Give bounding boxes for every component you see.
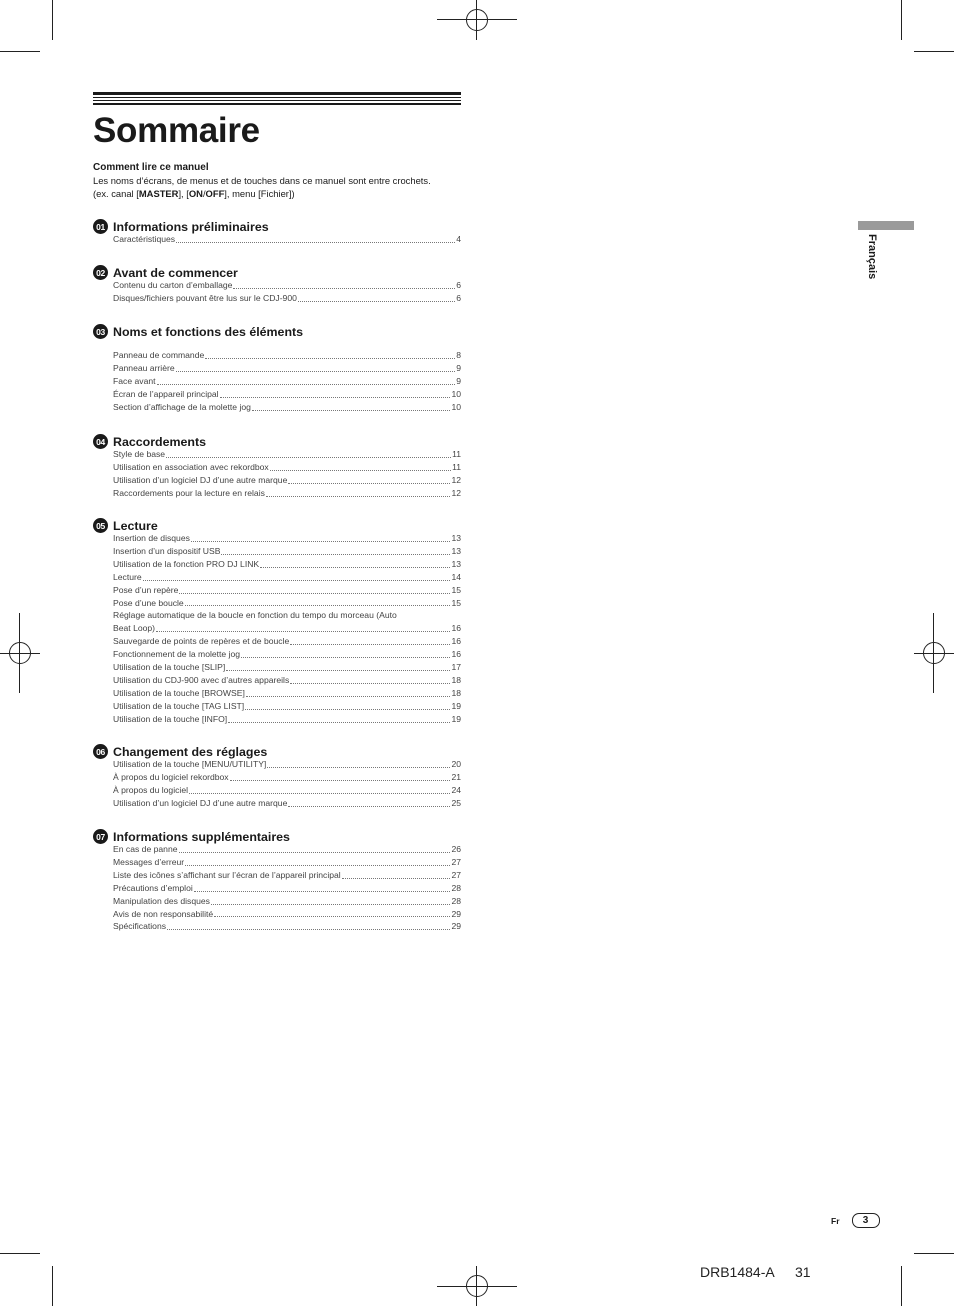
toc-entry-label: Utilisation de la touche [BROWSE] bbox=[113, 687, 245, 698]
toc-entry[interactable] bbox=[113, 571, 461, 584]
toc-entry-label: Insertion de disques bbox=[113, 533, 190, 543]
toc-entry-label: Pose d’une boucle bbox=[113, 597, 184, 608]
toc-entry[interactable] bbox=[113, 375, 461, 388]
toc-entry[interactable] bbox=[113, 597, 461, 610]
toc-entry-page: 29 bbox=[451, 921, 461, 932]
doc-id: DRB1484-A bbox=[700, 1264, 775, 1280]
dot-leader bbox=[226, 670, 450, 671]
toc-entry[interactable] bbox=[113, 648, 461, 661]
toc-entry[interactable] bbox=[113, 584, 461, 597]
dot-leader bbox=[266, 496, 451, 497]
dot-leader bbox=[194, 891, 451, 892]
toc-entry-page: 21 bbox=[451, 771, 461, 782]
section-number-badge: 03 bbox=[93, 324, 108, 339]
toc-entry-page: 13 bbox=[451, 558, 461, 569]
toc-entry-label: Utilisation de la touche [MENU/UTILITY] bbox=[113, 759, 267, 769]
section-number-badge: 07 bbox=[93, 829, 108, 844]
toc-entry-label: Lecture bbox=[113, 571, 142, 582]
toc-entry-label: Utilisation en association avec rekordbox bbox=[113, 461, 269, 472]
section-title: Informations préliminaires bbox=[113, 219, 269, 234]
toc-entry-wrapped-line: Réglage automatique de la boucle en fonction du tempo du morceau (Auto bbox=[113, 610, 397, 621]
toc-entry-label: Pose d’un repère bbox=[113, 584, 179, 595]
dot-leader bbox=[252, 410, 451, 411]
toc-entry[interactable] bbox=[113, 661, 461, 674]
toc-entry-label: Fonctionnement de la molette jog bbox=[113, 649, 241, 660]
dot-leader bbox=[179, 852, 451, 853]
dot-leader bbox=[290, 683, 450, 684]
toc-section-05 bbox=[93, 517, 461, 726]
toc-entry-page: 16 bbox=[451, 623, 461, 634]
section-title: Noms et fonctions des éléments bbox=[113, 324, 304, 339]
language-tab-bar bbox=[858, 221, 914, 230]
section-title: Changement des réglages bbox=[113, 744, 268, 759]
toc-entry-page: 9 bbox=[456, 362, 461, 373]
toc-entry-page: 16 bbox=[451, 649, 461, 660]
dot-leader bbox=[221, 554, 450, 555]
toc-entry-label: Utilisation de la fonction PRO DJ LINK bbox=[113, 558, 260, 569]
toc-section-07 bbox=[93, 828, 461, 933]
dot-leader bbox=[241, 657, 450, 658]
section-number-badge: 05 bbox=[93, 518, 108, 533]
dot-leader bbox=[214, 916, 450, 917]
toc-entry[interactable] bbox=[113, 700, 461, 713]
toc-entry[interactable] bbox=[113, 882, 461, 895]
toc-entry-page: 16 bbox=[451, 636, 461, 647]
toc-entry-page: 6 bbox=[456, 292, 461, 303]
toc-entry-label: Panneau de commande bbox=[113, 350, 205, 360]
dot-leader bbox=[270, 470, 451, 471]
toc-entry-label: Avis de non responsabilité bbox=[113, 908, 214, 919]
toc-entry[interactable] bbox=[113, 448, 461, 461]
dot-leader bbox=[211, 904, 450, 905]
dot-leader bbox=[245, 709, 450, 710]
toc-entry[interactable] bbox=[113, 292, 461, 305]
dot-leader bbox=[176, 371, 456, 372]
dot-leader bbox=[230, 780, 451, 781]
toc-entry[interactable] bbox=[113, 388, 461, 401]
dot-leader bbox=[290, 644, 450, 645]
dot-leader bbox=[205, 358, 455, 359]
page-title: Sommaire bbox=[93, 111, 260, 150]
toc-entry-label: Utilisation de la touche [TAG LIST] bbox=[113, 700, 245, 711]
dot-leader bbox=[167, 929, 450, 930]
dot-leader bbox=[288, 483, 450, 484]
toc-entry[interactable] bbox=[113, 545, 461, 558]
section-title: Lecture bbox=[113, 518, 158, 533]
section-number-badge: 06 bbox=[93, 744, 108, 759]
toc-entry[interactable] bbox=[113, 784, 461, 797]
toc-section-01 bbox=[93, 218, 461, 246]
toc-entry-label: Utilisation de la touche [SLIP] bbox=[113, 662, 226, 673]
toc-entry-page: 12 bbox=[451, 487, 461, 498]
toc-section-06 bbox=[93, 743, 461, 810]
toc-entry[interactable] bbox=[113, 635, 461, 648]
toc-entry-label: Utilisation d’un logiciel DJ d’une autre marque bbox=[113, 797, 288, 808]
toc-entry[interactable] bbox=[113, 349, 461, 362]
toc-entry-label: Écran de l’appareil principal bbox=[113, 388, 219, 399]
toc-entry[interactable] bbox=[113, 532, 461, 545]
section-number-badge: 02 bbox=[93, 265, 108, 280]
dot-leader bbox=[246, 696, 451, 697]
toc-entry[interactable] bbox=[113, 797, 461, 810]
dot-leader bbox=[267, 767, 450, 768]
toc-entry-page: 24 bbox=[451, 784, 461, 795]
toc-entry-page: 12 bbox=[451, 474, 461, 485]
toc-entry-page: 4 bbox=[456, 234, 461, 244]
toc-entry-label: Spécifications bbox=[113, 921, 167, 932]
dot-leader bbox=[176, 242, 455, 243]
toc-entry-page: 19 bbox=[451, 713, 461, 724]
toc-section-02 bbox=[93, 264, 461, 305]
section-title: Raccordements bbox=[113, 434, 206, 449]
dot-leader bbox=[233, 288, 455, 289]
dot-leader bbox=[185, 605, 451, 606]
toc-entry-label: Section d’affichage de la molette jog bbox=[113, 401, 251, 412]
toc-entry[interactable] bbox=[113, 279, 461, 292]
toc-entry-label: Style de base bbox=[113, 449, 166, 459]
toc-entry-page: 11 bbox=[452, 449, 461, 459]
toc-entry-label: Utilisation du CDJ-900 avec d’autres appareils bbox=[113, 674, 290, 685]
dot-leader bbox=[156, 631, 450, 632]
toc-entry[interactable] bbox=[113, 233, 461, 246]
dot-leader bbox=[185, 865, 450, 866]
toc-entry-page: 28 bbox=[451, 882, 461, 893]
how-to-read-example: (ex. canal [MASTER], [ON/OFF], menu [Fichier]) bbox=[93, 188, 295, 199]
dot-leader bbox=[260, 567, 450, 568]
toc-entry-page: 29 bbox=[451, 908, 461, 919]
toc-section-04 bbox=[93, 433, 461, 500]
toc-entry-label: Sauvegarde de points de repères et de boucle bbox=[113, 636, 290, 647]
toc-entry[interactable] bbox=[113, 461, 461, 474]
toc-entry-page: 6 bbox=[456, 280, 461, 290]
section-number-badge: 04 bbox=[93, 434, 108, 449]
toc-entry-label: En cas de panne bbox=[113, 844, 178, 854]
dot-leader bbox=[298, 301, 455, 302]
toc-entry[interactable] bbox=[113, 920, 461, 933]
toc-entry-page: 13 bbox=[451, 545, 461, 556]
section-title: Informations supplémentaires bbox=[113, 829, 290, 844]
dot-leader bbox=[143, 580, 451, 581]
toc-entry-label: À propos du logiciel bbox=[113, 784, 189, 795]
toc-entry-label: Manipulation des disques bbox=[113, 895, 210, 906]
toc-entry-label: Insertion d’un dispositif USB bbox=[113, 545, 221, 556]
section-title: Avant de commencer bbox=[113, 265, 238, 280]
how-to-read-heading: Comment lire ce manuel bbox=[93, 162, 209, 173]
toc-entry-page: 27 bbox=[451, 856, 461, 867]
toc-entry-page: 15 bbox=[451, 584, 461, 595]
toc-entry-page: 20 bbox=[451, 759, 461, 769]
toc-entry[interactable] bbox=[113, 401, 461, 414]
toc-entry-page: 25 bbox=[451, 797, 461, 808]
toc-entry[interactable] bbox=[113, 771, 461, 784]
lang-code: Fr bbox=[831, 1215, 840, 1226]
toc-entry-page: 8 bbox=[456, 350, 461, 360]
toc-entry-label: Disques/fichiers pouvant être lus sur le CDJ-900 bbox=[113, 292, 297, 303]
toc-entry[interactable] bbox=[113, 843, 461, 856]
doc-page: 31 bbox=[795, 1264, 811, 1280]
toc-entry[interactable] bbox=[113, 856, 461, 869]
toc-entry-page: 11 bbox=[452, 461, 461, 472]
toc-entry-label: À propos du logiciel rekordbox bbox=[113, 771, 229, 782]
toc-entry-page: 10 bbox=[451, 388, 461, 399]
dot-leader bbox=[157, 384, 456, 385]
toc-entry-page: 14 bbox=[451, 571, 461, 582]
toc-entry-label: Utilisation de la touche [INFO] bbox=[113, 713, 228, 724]
toc-entry[interactable] bbox=[113, 758, 461, 771]
toc-entry-label: Panneau arrière bbox=[113, 362, 175, 373]
toc-entry-page: 19 bbox=[451, 700, 461, 711]
toc-section-heading[interactable] bbox=[93, 323, 461, 340]
title-rules bbox=[93, 92, 461, 107]
toc-section-03 bbox=[93, 323, 461, 414]
toc-entry[interactable] bbox=[113, 362, 461, 375]
toc-entry-page: 18 bbox=[451, 674, 461, 685]
how-to-read-line1: Les noms d’écrans, de menus et de touches dans ce manuel sont entre crochets. bbox=[93, 175, 431, 186]
dot-leader bbox=[228, 722, 450, 723]
toc-entry[interactable] bbox=[113, 558, 461, 571]
dot-leader bbox=[179, 593, 450, 594]
toc-entry[interactable] bbox=[113, 474, 461, 487]
toc-entry-page: 13 bbox=[451, 533, 461, 543]
dot-leader bbox=[191, 541, 451, 542]
toc-entry-label: Contenu du carton d’emballage bbox=[113, 280, 233, 290]
toc-entry-label: Face avant bbox=[113, 375, 156, 386]
toc-entry-page: 26 bbox=[451, 844, 461, 854]
toc-entry[interactable] bbox=[113, 713, 461, 726]
toc-entry-page: 15 bbox=[451, 597, 461, 608]
toc-entry-label: Raccordements pour la lecture en relais bbox=[113, 487, 265, 498]
toc-entry-label: Précautions d’emploi bbox=[113, 882, 193, 893]
language-tab: Français bbox=[866, 234, 878, 280]
dot-leader bbox=[220, 397, 451, 398]
dot-leader bbox=[342, 878, 451, 879]
how-to-read bbox=[93, 161, 473, 200]
dot-leader bbox=[189, 793, 450, 794]
toc-entry-label: Messages d’erreur bbox=[113, 856, 185, 867]
section-number-badge: 01 bbox=[93, 219, 108, 234]
toc-entry-page: 9 bbox=[456, 375, 461, 386]
toc-entry-page: 18 bbox=[451, 687, 461, 698]
toc-entry-page: 27 bbox=[451, 869, 461, 880]
page-number: 3 bbox=[852, 1213, 880, 1228]
toc-entry[interactable] bbox=[113, 908, 461, 921]
toc-entry-label: Beat Loop) bbox=[113, 623, 156, 634]
toc-entry-label: Utilisation d’un logiciel DJ d’une autre marque bbox=[113, 474, 288, 485]
dot-leader bbox=[166, 457, 451, 458]
toc-entry-page: 28 bbox=[451, 895, 461, 906]
toc-entry[interactable] bbox=[113, 622, 461, 635]
toc-entry[interactable] bbox=[113, 869, 461, 882]
toc-entry[interactable] bbox=[113, 687, 461, 700]
toc-entry[interactable] bbox=[113, 487, 461, 500]
toc-entry-label: Caractéristiques bbox=[113, 234, 176, 244]
toc-entry-page: 17 bbox=[451, 662, 461, 673]
toc-entry-page: 10 bbox=[451, 401, 461, 412]
page-footer bbox=[831, 1213, 880, 1228]
toc-entry[interactable] bbox=[113, 674, 461, 687]
toc-entry-label: Liste des icônes s’affichant sur l’écran de l’appareil principal bbox=[113, 869, 341, 880]
dot-leader bbox=[288, 806, 450, 807]
toc-entry[interactable] bbox=[113, 895, 461, 908]
